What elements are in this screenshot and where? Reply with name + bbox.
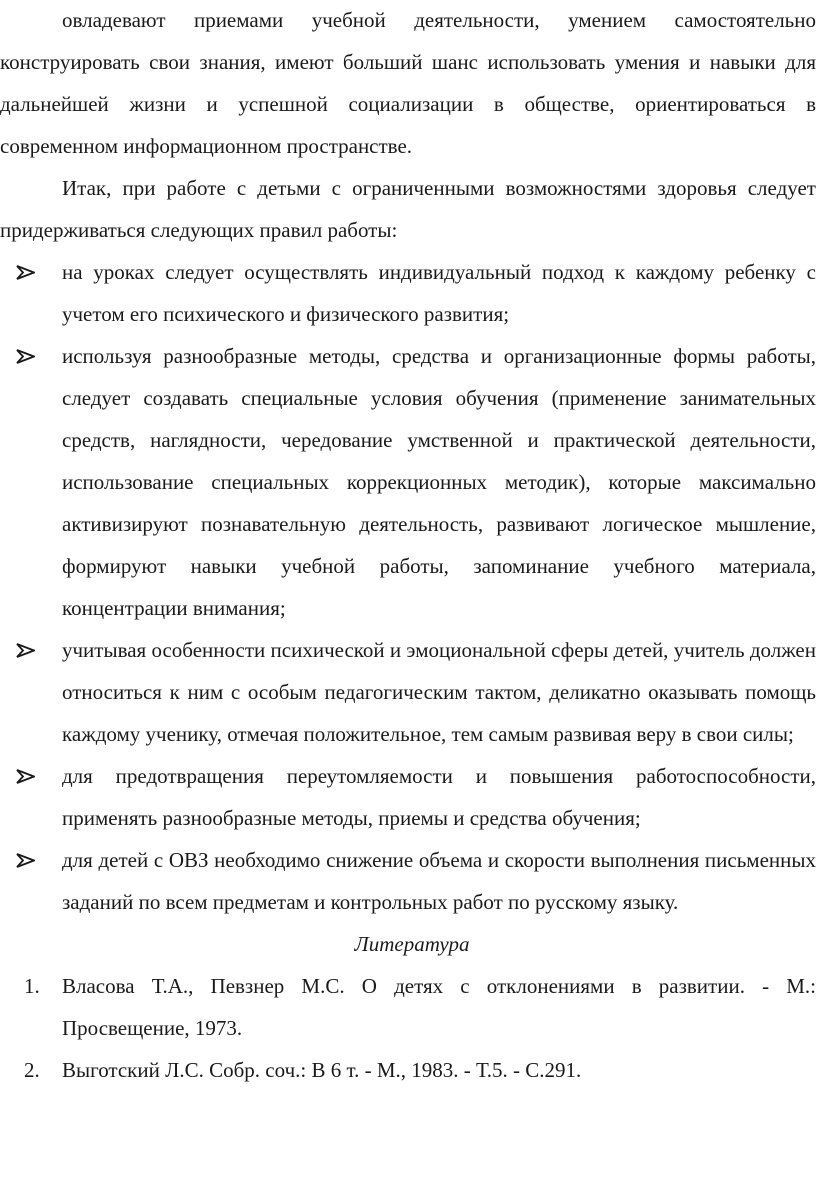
- list-item: [0, 839, 816, 923]
- list-item: [0, 335, 816, 629]
- reference-item: [0, 965, 816, 1049]
- rule-text: для детей с ОВЗ необходимо снижение объема и скорости выполнения письменных заданий по всем предметам и контрольных работ по русскому языку.: [62, 848, 816, 914]
- references-list: [0, 965, 816, 1091]
- arrow-bullet-icon: [16, 769, 35, 784]
- reference-text: Выготский Л.С. Собр. соч.: В 6 т. - М., 1983. - Т.5. - С.291.: [62, 1058, 582, 1082]
- reference-number: 1.: [24, 974, 40, 998]
- reference-item: [0, 1049, 816, 1091]
- rule-text: для предотвращения переутомляемости и повышения работоспособности, применять разнообразные методы, приемы и средства обучения;: [62, 764, 816, 830]
- arrow-bullet-icon: [16, 853, 35, 868]
- rule-text: используя разнообразные методы, средства и организационные формы работы, следует создавать специальные условия обучения (применение занимательных средств, наглядности, чередование умственной и практической деятельности, использование специальных коррекционных методик), которые максимально активизируют познавательную деятельность, развивают логическое мышление, формируют навыки учебной работы, запоминание учебного материала, концентрации внимания;: [62, 344, 816, 620]
- intro-paragraph: овладевают приемами учебной деятельности, умением самостоятельно конструировать свои знания, имеют больший шанс использовать умения и навыки для дальнейшей жизни и успешной социализации в обществе, ориентироваться в современном информационном пространстве.: [0, 8, 816, 158]
- rule-text: учитывая особенности психической и эмоциональной сферы детей, учитель должен относиться к ним с особым педагогическим тактом, деликатно оказывать помощь каждому ученику, отмечая положительное, тем самым развивая веру в свои силы;: [62, 638, 816, 746]
- literature-heading: Литература: [354, 932, 470, 956]
- reference-text: Власова Т.А., Певзнер М.С. О детях с отклонениями в развитии. - М.: Просвещение, 1973.: [62, 974, 816, 1040]
- rules-list: [0, 251, 816, 923]
- rule-text: на уроках следует осуществлять индивидуальный подход к каждому ребенку с учетом его психического и физического развития;: [62, 260, 816, 326]
- list-item: [0, 755, 816, 839]
- list-item: [0, 251, 816, 335]
- list-item: [0, 629, 816, 755]
- arrow-bullet-icon: [16, 643, 35, 658]
- arrow-bullet-icon: [16, 349, 35, 364]
- rules-intro-paragraph: Итак, при работе с детьми с ограниченными возможностями здоровья следует придерживаться следующих правил работы:: [0, 176, 816, 242]
- reference-number: 2.: [24, 1058, 40, 1082]
- arrow-bullet-icon: [16, 265, 35, 280]
